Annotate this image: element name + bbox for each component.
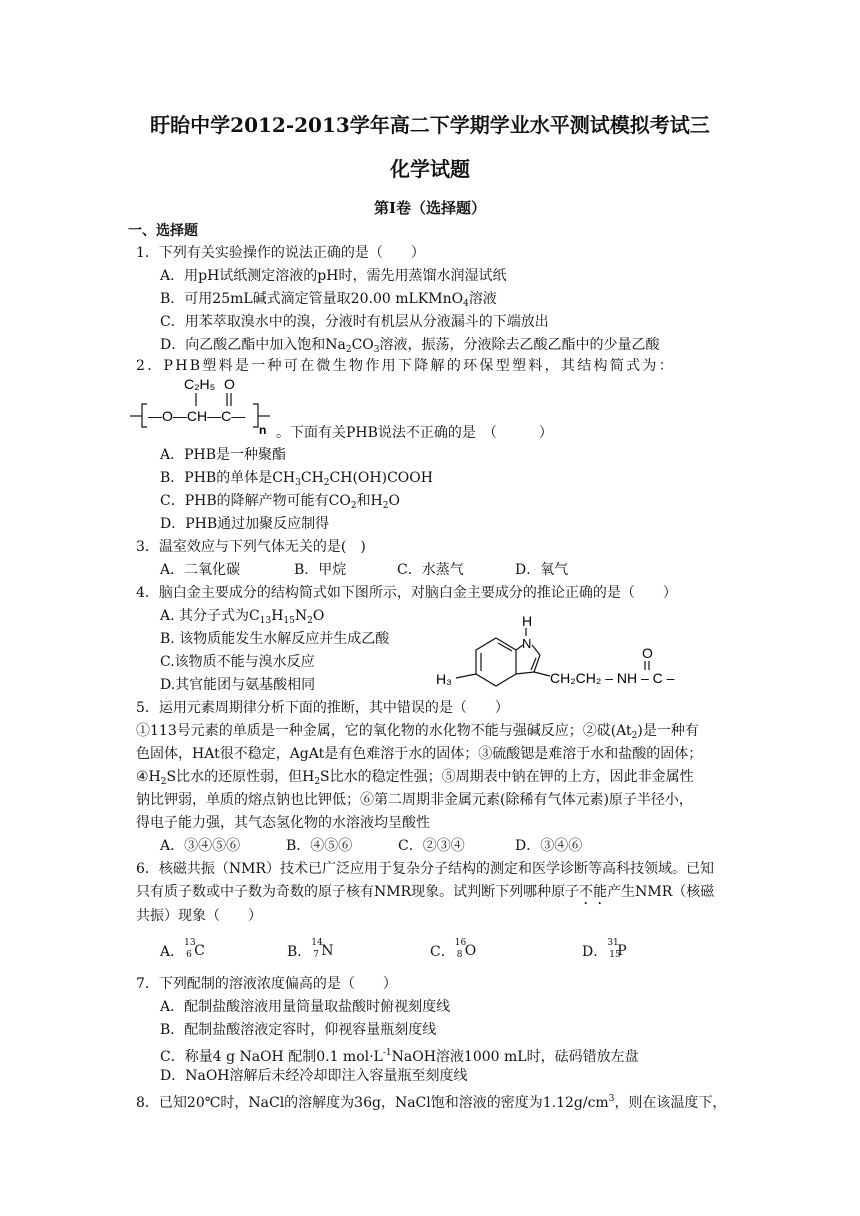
q2-option-a: A．PHB是一种聚酯	[160, 447, 287, 463]
exam-subtitle: 化学试题	[390, 157, 470, 181]
q2-stem-cont: 。下面有关PHB说法不正确的是 （ ）	[276, 425, 553, 441]
exam-title: 盱眙中学2012-2013学年高二下学期学业水平测试模拟考试三	[150, 113, 710, 137]
q8-stem: 8．已知20℃时，NaCl的溶解度为36g，NaCl饱和溶液的密度为$1.12g/cm^3$，则在该温度下，	[136, 1094, 727, 1111]
amide-chain: CH₂CH₂ – NH – C –	[550, 670, 675, 686]
q5-line-2: 色固体，HAt很不稳定，AgAt是有色难溶于水的固体；③硫酸锶是难溶于水和盐酸的固体；	[136, 746, 703, 762]
q5-stem: 5．运用元素周期律分析下面的推断，其中错误的是（ ）	[136, 700, 509, 716]
q3-option-d: D．氧气	[515, 562, 569, 578]
q6-option-d: D． 31 15 P	[582, 938, 627, 960]
melatonin-structure	[436, 610, 696, 692]
q6-option-b: B． 14 7 N	[287, 938, 334, 960]
phb-carbonyl-o: O	[224, 376, 235, 392]
methyl-h3-label: H₃	[436, 671, 452, 687]
phb-repeat-n: n	[259, 423, 267, 437]
q7-stem: 7．下列配制的溶液浓度偏高的是（ ）	[136, 976, 397, 992]
q2-option-d: D．PHB通过加聚反应制得	[160, 516, 330, 532]
q7-option-c: C．称量4 g NaOH 配制0.1 $mol\cdot L^{-1}NaOH$溶液1000 mL时，砝码错放左盘	[160, 1048, 639, 1065]
q6-line-1: 6．核磁共振（NMR）技术已广泛应用于复杂分子结构的测定和医学诊断等高科技领域。已知	[136, 861, 715, 877]
q4-stem: 4．脑白金主要成分的结构简式如下图所示，对脑白金主要成分的推论正确的是（ ）	[136, 585, 677, 601]
phb-ethyl-label: C₂H₅	[184, 376, 216, 392]
q5-line-4: 钠比钾弱，单质的熔点钠也比钾低；⑥第二周期非金属元素(除稀有气体元素)原子半径小，	[136, 792, 693, 808]
q3-option-c: C．水蒸气	[397, 562, 464, 578]
q2-option-c: C．PHB的降解产物可能有$CO_2$和$H_2O$	[160, 493, 400, 511]
indole-h-label: H	[522, 613, 533, 629]
q7-option-a: A．配制盐酸溶液用量筒量取盐酸时俯视刻度线	[160, 999, 451, 1015]
q4-option-d: D.其官能团与氨基酸相同	[160, 677, 316, 693]
q5-option-b: B．④⑤⑥	[286, 838, 353, 854]
q1-option-a: A．用pH试纸测定溶液的pH时，需先用蒸馏水润湿试纸	[160, 268, 507, 284]
section-heading: 一、选择题	[128, 223, 198, 239]
indole-n-label: N	[522, 636, 532, 651]
q7-option-d: D．NaOH溶解后未经冷却即注入容量瓶至刻度线	[160, 1068, 468, 1084]
q6-line-2: 只有质子数或中子数为奇数的原子核有NMR现象。试判断下列哪种原子不能产生NMR（核磁	[136, 884, 715, 900]
part-heading: 第Ⅰ卷（选择题）	[373, 199, 487, 217]
q6-line-3: 共振）现象（ ）	[136, 908, 262, 924]
q5-option-d: D．③④⑥	[515, 838, 583, 854]
q3-option-b: B．甲烷	[294, 562, 347, 578]
q4-option-c: C.该物质不能与溴水反应	[160, 654, 315, 670]
phb-chain: —O—CH—C—	[148, 408, 246, 424]
q1-option-c: C．用苯萃取溴水中的溴，分液时有机层从分液漏斗的下端放出	[160, 314, 549, 330]
q5-line-1: ①113号元素的单质是一种金属，它的氧化物的水化物不能与强碱反应；②砹$(At_2)$是一种有	[136, 723, 699, 741]
q4-option-a: A. 其分子式为$C_{13}H_{15}N_2O$	[160, 608, 325, 626]
q5-line-5: 得电子能力强，其气态氢化物的水溶液均呈酸性	[136, 815, 430, 831]
q6-option-a: A． 13 6 C	[160, 938, 205, 960]
q5-option-c: C．②③④	[398, 838, 465, 854]
q3-option-a: A．二氧化碳	[160, 562, 241, 578]
q6-option-c: C． 16 8 O	[430, 938, 477, 960]
q1-option-d: D．向乙酸乙酯中加入饱和$Na_2CO_3$溶液，振荡，分液除去乙酸乙酯中的少量乙酸	[160, 337, 660, 355]
q3-stem: 3．温室效应与下列气体无关的是( )	[136, 539, 366, 555]
q2-stem: 2．PHB塑料是一种可在微生物作用下降解的环保型塑料，其结构简式为：	[136, 358, 676, 374]
q5-option-a: A．③④⑤⑥	[160, 838, 241, 854]
q1-stem: 1．下列有关实验操作的说法正确的是（ ）	[136, 245, 425, 261]
q1-option-b: B．可用25mL碱式滴定管量取20.00 mLKMnO$_4$溶液	[160, 291, 497, 309]
q7-option-b: B．配制盐酸溶液定容时，仰视容量瓶刻度线	[160, 1022, 437, 1038]
phb-structure	[128, 374, 278, 438]
q5-line-3: $④H_2S$比水的还原性弱，但$H_2S$比水的稳定性强；⑤周期表中钠在钾的上方，因此非金属性	[136, 769, 694, 787]
q2-option-b: B．PHB的单体是$CH_3CH_2CH(OH)COOH$	[160, 470, 433, 488]
q4-option-b: B. 该物质能发生水解反应并生成乙酸	[160, 631, 390, 647]
amide-o-label: O	[642, 645, 653, 661]
